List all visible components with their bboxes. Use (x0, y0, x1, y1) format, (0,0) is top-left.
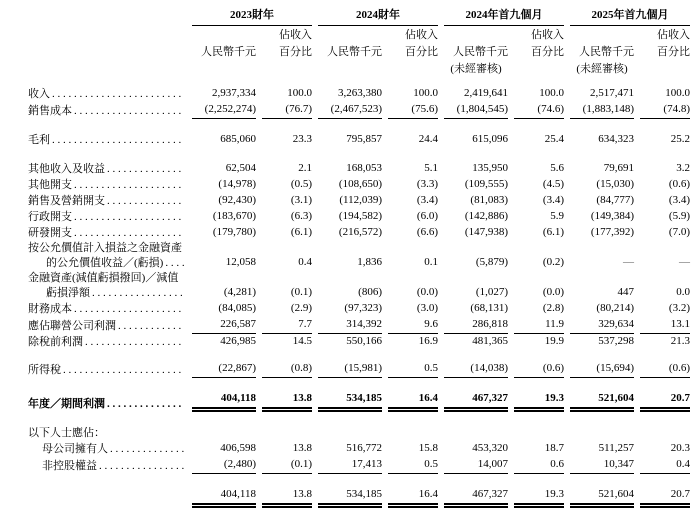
value-cell: (80,214) (596, 302, 634, 314)
pct-cell: (0.6) (668, 178, 690, 190)
pct-cell: (0.0) (542, 286, 564, 298)
pct-cell: 2.1 (298, 162, 312, 174)
value-cell: 404,118 (192, 487, 256, 508)
row-label-wrap (28, 133, 186, 148)
row-label-cell (28, 302, 186, 317)
row-label-wrap (28, 363, 186, 378)
period-column-header: 2025年首九個月 (570, 8, 690, 26)
pct-cell: (74.6) (514, 102, 564, 119)
value-cell: 453,320 (472, 442, 508, 454)
value-cell: 481,365 (472, 335, 508, 347)
row-label-cell (28, 178, 186, 193)
row-label-line1: 金融資產(減值虧損撥回)／減值 (28, 272, 179, 284)
value-cell: 406,598 (220, 442, 256, 454)
row-label-line2: 虧損淨額 (46, 287, 90, 299)
table-row (28, 301, 690, 317)
value-cell: 62,504 (225, 162, 256, 174)
value-cell: 404,118 (192, 391, 256, 412)
row-label-cell (28, 104, 186, 119)
row-label: 財務成本 (28, 303, 72, 315)
pct-cell: (0.6) (640, 361, 690, 378)
value-cell: 521,604 (570, 487, 634, 508)
percentage-label: 百分比 (531, 46, 564, 58)
leader-dots (74, 104, 184, 119)
header-period-row (28, 8, 690, 26)
pct-cell: (6.0) (416, 210, 438, 222)
row-label-wrap (28, 302, 186, 317)
unit-label: 人民幣千元 (453, 46, 508, 58)
period-column-header: 2024年首九個月 (444, 8, 564, 26)
row-label-wrap (28, 426, 186, 441)
row-label (28, 241, 186, 256)
row-label: 銷售成本 (28, 105, 72, 117)
percentage-label: 百分比 (405, 46, 438, 58)
value-cell: (149,384) (590, 210, 634, 222)
table-row (28, 426, 690, 441)
pct-cell: (3.0) (416, 302, 438, 314)
row-label-cell (28, 397, 186, 412)
row-label-cell (28, 363, 186, 378)
value-cell: (1,027) (475, 286, 508, 298)
value-cell: (84,777) (596, 194, 634, 206)
leader-dots (74, 178, 184, 193)
value-cell: (108,650) (338, 178, 382, 190)
value-cell: (183,670) (212, 210, 256, 222)
header-share-row (28, 28, 690, 43)
row-label: 研發開支 (28, 227, 72, 239)
table-row (28, 271, 690, 301)
pct-cell: (2.9) (290, 302, 312, 314)
row-label-line2-wrap (28, 286, 186, 301)
pct-cell: (0.6) (514, 361, 564, 378)
value-cell: (1,883,148) (570, 102, 634, 119)
row-label-line2: 的公允價值收益／(虧損) (46, 257, 164, 269)
value-cell: (14,038) (444, 361, 508, 378)
table-row (28, 334, 690, 350)
pct-cell: 11.9 (514, 317, 564, 334)
value-cell: (92,430) (218, 194, 256, 206)
pct-cell: 24.4 (418, 133, 438, 145)
value-cell: 615,096 (472, 133, 508, 145)
value-cell: 286,818 (444, 317, 508, 334)
value-cell: 2,419,641 (464, 87, 508, 99)
value-cell: 17,413 (318, 457, 382, 474)
value-cell: (806) (358, 286, 382, 298)
pct-cell: 5.6 (550, 162, 564, 174)
pct-cell: 13.8 (292, 442, 312, 454)
row-label-wrap (28, 335, 186, 350)
value-cell: 516,772 (346, 442, 382, 454)
row-label-line2-wrap (28, 256, 186, 271)
value-cell: 314,392 (318, 317, 382, 334)
table-row (28, 209, 690, 225)
pct-cell: (0.0) (416, 286, 438, 298)
row-label-cell (28, 241, 186, 271)
value-cell: (68,131) (470, 302, 508, 314)
pct-cell: (3.4) (668, 194, 690, 206)
row-label: 所得稅 (28, 364, 61, 376)
row-label-line1: 按公允價值計入損益之金融資產 (28, 242, 182, 254)
pct-cell: 15.8 (418, 442, 438, 454)
row-label-wrap (28, 226, 186, 241)
pct-cell: 23.3 (292, 133, 312, 145)
pct-cell: (0.1) (262, 457, 312, 474)
row-label: 以下人士應佔： (28, 427, 105, 439)
value-cell: 1,836 (357, 256, 382, 268)
value-cell: 534,185 (318, 391, 382, 412)
value-cell: 226,587 (192, 317, 256, 334)
unaudited-note: (未經審核) (450, 63, 502, 75)
row-label-cell (28, 319, 186, 334)
pct-cell: 5.1 (424, 162, 438, 174)
value-cell: (194,582) (338, 210, 382, 222)
value-cell: (14,978) (218, 178, 256, 190)
percentage-label: 百分比 (657, 46, 690, 58)
value-cell: (142,886) (464, 210, 508, 222)
value-cell: 467,327 (444, 391, 508, 412)
unaudited-note: (未經審核) (576, 63, 628, 75)
row-label-wrap (28, 397, 186, 412)
value-cell: 2,517,471 (590, 87, 634, 99)
row-label-cell (28, 226, 186, 241)
table-header (28, 8, 690, 77)
pct-cell: 19.3 (514, 487, 564, 508)
percentage-label: 百分比 (279, 46, 312, 58)
pct-cell: (0.5) (290, 178, 312, 190)
row-label-cell (28, 459, 186, 474)
pct-cell: 20.7 (640, 487, 690, 508)
pct-cell: (76.7) (262, 102, 312, 119)
pct-cell: 16.4 (388, 487, 438, 508)
row-label-wrap (28, 442, 186, 457)
pct-cell: (3.2) (668, 302, 690, 314)
table-row (28, 317, 690, 334)
value-cell: 3,263,380 (338, 87, 382, 99)
row-label-wrap (28, 459, 186, 474)
pct-cell: (3.1) (290, 194, 312, 206)
table-row (28, 102, 690, 119)
row-label-wrap (28, 194, 186, 209)
value-cell: 447 (617, 286, 634, 298)
value-cell: 634,323 (598, 133, 634, 145)
share-of-revenue-label: 佔收入 (405, 29, 438, 41)
row-label-wrap (28, 319, 186, 334)
value-cell: 426,985 (220, 335, 256, 347)
value-cell: (15,030) (596, 178, 634, 190)
row-label-cell (28, 210, 186, 225)
pct-cell: 20.3 (670, 442, 690, 454)
unit-label: 人民幣千元 (201, 46, 256, 58)
value-cell: — (623, 256, 634, 268)
row-label-wrap (28, 104, 186, 119)
leader-dots (107, 397, 184, 412)
unit-label: 人民幣千元 (579, 46, 634, 58)
value-cell: (22,867) (192, 361, 256, 378)
pct-cell: 0.4 (640, 457, 690, 474)
row-label: 毛利 (28, 134, 50, 146)
value-cell: (179,780) (212, 226, 256, 238)
value-cell: (177,392) (590, 226, 634, 238)
row-label-cell (28, 133, 186, 148)
leader-dots (74, 302, 184, 317)
pct-cell: 13.8 (262, 391, 312, 412)
value-cell: 534,185 (318, 487, 382, 508)
row-label: 收入 (28, 88, 50, 100)
leader-dots (107, 162, 184, 177)
value-cell: 12,058 (225, 256, 256, 268)
period-column-header: 2023財年 (192, 8, 312, 26)
value-cell: 329,634 (570, 317, 634, 334)
pct-cell: (6.3) (290, 210, 312, 222)
pct-cell: (3.4) (542, 194, 564, 206)
leader-dots (110, 442, 184, 457)
pct-cell: 100.0 (539, 87, 564, 99)
leader-dots (52, 87, 184, 102)
value-cell: 2,937,334 (212, 87, 256, 99)
value-cell: 168,053 (346, 162, 382, 174)
pct-cell: 3.2 (676, 162, 690, 174)
header-unit-row (28, 45, 690, 60)
value-cell: 135,950 (472, 162, 508, 174)
row-label: 除稅前利潤 (28, 336, 83, 348)
value-cell: (216,572) (338, 226, 382, 238)
value-cell: 467,327 (444, 487, 508, 508)
row-label-cell (28, 194, 186, 209)
row-label-cell (28, 426, 186, 441)
income-statement-table (28, 8, 690, 508)
row-label-wrap (28, 178, 186, 193)
value-cell: (112,039) (339, 194, 382, 206)
pct-cell: (3.3) (416, 178, 438, 190)
pct-cell: 100.0 (413, 87, 438, 99)
value-cell: 79,691 (603, 162, 634, 174)
row-label: 行政開支 (28, 211, 72, 223)
pct-cell: 0.1 (424, 256, 438, 268)
pct-cell: 100.0 (665, 87, 690, 99)
leader-dots (74, 210, 184, 225)
value-cell: (109,555) (464, 178, 508, 190)
value-cell: (15,981) (318, 361, 382, 378)
pct-cell: 25.4 (544, 133, 564, 145)
row-label-wrap (28, 87, 186, 102)
table-row (28, 441, 690, 457)
pct-cell: 19.3 (514, 391, 564, 412)
pct-cell: 0.5 (388, 457, 438, 474)
pct-cell: (74.8) (640, 102, 690, 119)
table-row (28, 361, 690, 378)
table-row (28, 225, 690, 241)
row-label: 母公司擁有人 (42, 443, 108, 455)
pct-cell: (7.0) (668, 226, 690, 238)
pct-cell: 0.0 (676, 286, 690, 298)
leader-dots (52, 133, 184, 148)
leader-dots (99, 459, 184, 474)
pct-cell: 5.9 (550, 210, 564, 222)
share-of-revenue-label: 佔收入 (279, 29, 312, 41)
row-label: 銷售及營銷開支 (28, 195, 105, 207)
row-label-cell (28, 271, 186, 301)
table-row (28, 391, 690, 412)
value-cell: (5,879) (475, 256, 508, 268)
unit-label: 人民幣千元 (327, 46, 382, 58)
table-row (28, 177, 690, 193)
value-cell: (84,085) (218, 302, 256, 314)
pct-cell: (2.8) (542, 302, 564, 314)
row-label-cell (28, 162, 186, 177)
leader-dots (107, 194, 184, 209)
pct-cell: 16.4 (388, 391, 438, 412)
value-cell: 521,604 (570, 391, 634, 412)
table-row (28, 457, 690, 474)
pct-cell: 7.7 (262, 317, 312, 334)
period-column-header: 2024財年 (318, 8, 438, 26)
table-row (28, 161, 690, 177)
value-cell: (1,804,545) (444, 102, 508, 119)
row-label: 非控股權益 (42, 460, 97, 472)
row-label-wrap (28, 162, 186, 177)
value-cell: 10,347 (570, 457, 634, 474)
leader-dots (165, 256, 184, 271)
pct-cell: 19.9 (544, 335, 564, 347)
pct-cell: 14.5 (292, 335, 312, 347)
table-row (28, 132, 690, 148)
value-cell: 14,007 (444, 457, 508, 474)
pct-cell: (5.9) (668, 210, 690, 222)
value-cell: (2,252,274) (192, 102, 256, 119)
pct-cell: — (679, 256, 690, 268)
pct-cell: 13.8 (262, 487, 312, 508)
value-cell: 795,857 (346, 133, 382, 145)
pct-cell: 25.2 (670, 133, 690, 145)
pct-cell: (0.2) (542, 256, 564, 268)
table-row (28, 241, 690, 271)
share-of-revenue-label: 佔收入 (531, 29, 564, 41)
value-cell: 685,060 (220, 133, 256, 145)
table-row (28, 86, 690, 102)
leader-dots (118, 319, 184, 334)
pct-cell: 16.9 (418, 335, 438, 347)
pct-cell: (6.1) (542, 226, 564, 238)
row-label: 其他開支 (28, 179, 72, 191)
value-cell: (4,281) (223, 286, 256, 298)
row-label: 應佔聯營公司利潤 (28, 320, 116, 332)
row-label-cell (28, 335, 186, 350)
pct-cell: 13.1 (640, 317, 690, 334)
row-label: 其他收入及收益 (28, 163, 105, 175)
pct-cell: (4.5) (542, 178, 564, 190)
value-cell: 550,166 (346, 335, 382, 347)
row-label: 年度／期間利潤 (28, 398, 105, 410)
value-cell: (147,938) (464, 226, 508, 238)
pct-cell: 100.0 (287, 87, 312, 99)
pct-cell: (0.8) (262, 361, 312, 378)
pct-cell: 18.7 (544, 442, 564, 454)
pct-cell: 20.7 (640, 391, 690, 412)
table-row (28, 487, 690, 508)
pct-cell: (6.1) (290, 226, 312, 238)
value-cell: (81,083) (470, 194, 508, 206)
leader-dots (63, 363, 184, 378)
pct-cell: 0.5 (388, 361, 438, 378)
value-cell: 511,257 (598, 442, 634, 454)
pct-cell: 21.3 (670, 335, 690, 347)
pct-cell: (3.4) (416, 194, 438, 206)
leader-dots (85, 335, 184, 350)
row-label-cell (28, 87, 186, 102)
value-cell: 537,298 (598, 335, 634, 347)
row-label (28, 271, 186, 286)
pct-cell: 0.6 (514, 457, 564, 474)
header-note-row (28, 62, 690, 77)
value-cell: (2,467,523) (318, 102, 382, 119)
value-cell: (97,323) (344, 302, 382, 314)
row-label-cell (28, 442, 186, 457)
share-of-revenue-label: 佔收入 (657, 29, 690, 41)
pct-cell: (75.6) (388, 102, 438, 119)
pct-cell: (0.1) (290, 286, 312, 298)
value-cell: (2,480) (192, 457, 256, 474)
table-row (28, 193, 690, 209)
value-cell: (15,694) (570, 361, 634, 378)
pct-cell: (6.6) (416, 226, 438, 238)
leader-dots (74, 226, 184, 241)
pct-cell: 0.4 (298, 256, 312, 268)
row-label-wrap (28, 210, 186, 225)
pct-cell: 9.6 (388, 317, 438, 334)
leader-dots (92, 286, 184, 301)
